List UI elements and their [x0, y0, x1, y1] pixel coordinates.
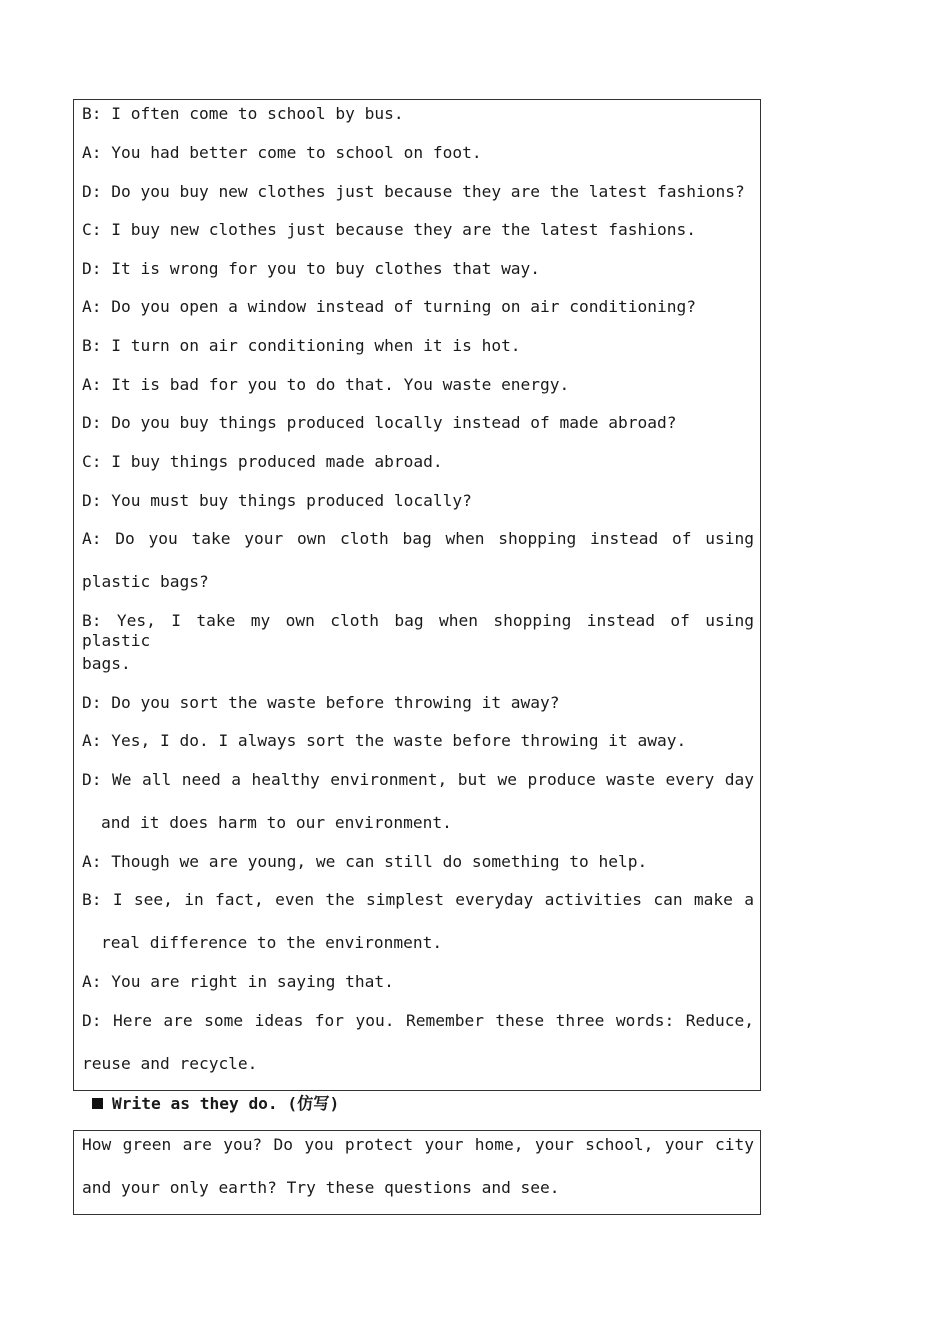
dialogue-line-continued: reuse and recycle.: [82, 1054, 258, 1073]
dialogue-line: B: I see, in fact, even the simplest everyday activities can make a: [82, 890, 754, 909]
section-heading-text: Write as they do. (仿写): [112, 1094, 340, 1113]
dialogue-line-continued: real difference to the environment.: [101, 933, 443, 952]
dialogue-line: A: Do you take your own cloth bag when shopping instead of using: [82, 529, 754, 548]
dialogue-line: A: It is bad for you to do that. You waste energy.: [82, 375, 570, 394]
dialogue-line: A: You are right in saying that.: [82, 972, 394, 991]
dialogue-line: D: It is wrong for you to buy clothes that way.: [82, 259, 541, 278]
dialogue-line: A: Do you open a window instead of turning on air conditioning?: [82, 297, 696, 316]
dialogue-line: D: Do you sort the waste before throwing it away?: [82, 693, 560, 712]
dialogue-line: A: Yes, I do. I always sort the waste before throwing it away.: [82, 731, 687, 750]
black-square-icon: [92, 1098, 103, 1109]
dialogue-line: D: Do you buy new clothes just because they are the latest fashions?: [82, 182, 745, 201]
dialogue-line: A: You had better come to school on foot.: [82, 143, 482, 162]
dialogue-line: C: I buy things produced made abroad.: [82, 452, 443, 471]
dialogue-line: B: I turn on air conditioning when it is hot.: [82, 336, 521, 355]
dialogue-line: D: We all need a healthy environment, but we produce waste every day: [82, 770, 754, 789]
writing-line: and your only earth? Try these questions and see.: [82, 1178, 560, 1197]
dialogue-line: C: I buy new clothes just because they are the latest fashions.: [82, 220, 696, 239]
dialogue-line: B: Yes, I take my own cloth bag when shopping instead of using plastic: [82, 611, 754, 650]
dialogue-line: D: Do you buy things produced locally instead of made abroad?: [82, 413, 677, 432]
writing-line: How green are you? Do you protect your home, your school, your city: [82, 1135, 754, 1154]
writing-box: [73, 1130, 761, 1215]
section-heading: [92, 1094, 339, 1114]
dialogue-line-continued: and it does harm to our environment.: [101, 813, 452, 832]
dialogue-line: D: Here are some ideas for you. Remember these three words: Reduce,: [82, 1011, 754, 1030]
dialogue-line-continued: plastic bags?: [82, 572, 209, 591]
dialogue-line-continued: bags.: [82, 654, 131, 673]
dialogue-line: A: Though we are young, we can still do something to help.: [82, 852, 648, 871]
dialogue-line: D: You must buy things produced locally?: [82, 491, 472, 510]
dialogue-box: [73, 99, 761, 1091]
dialogue-line: B: I often come to school by bus.: [82, 104, 404, 123]
